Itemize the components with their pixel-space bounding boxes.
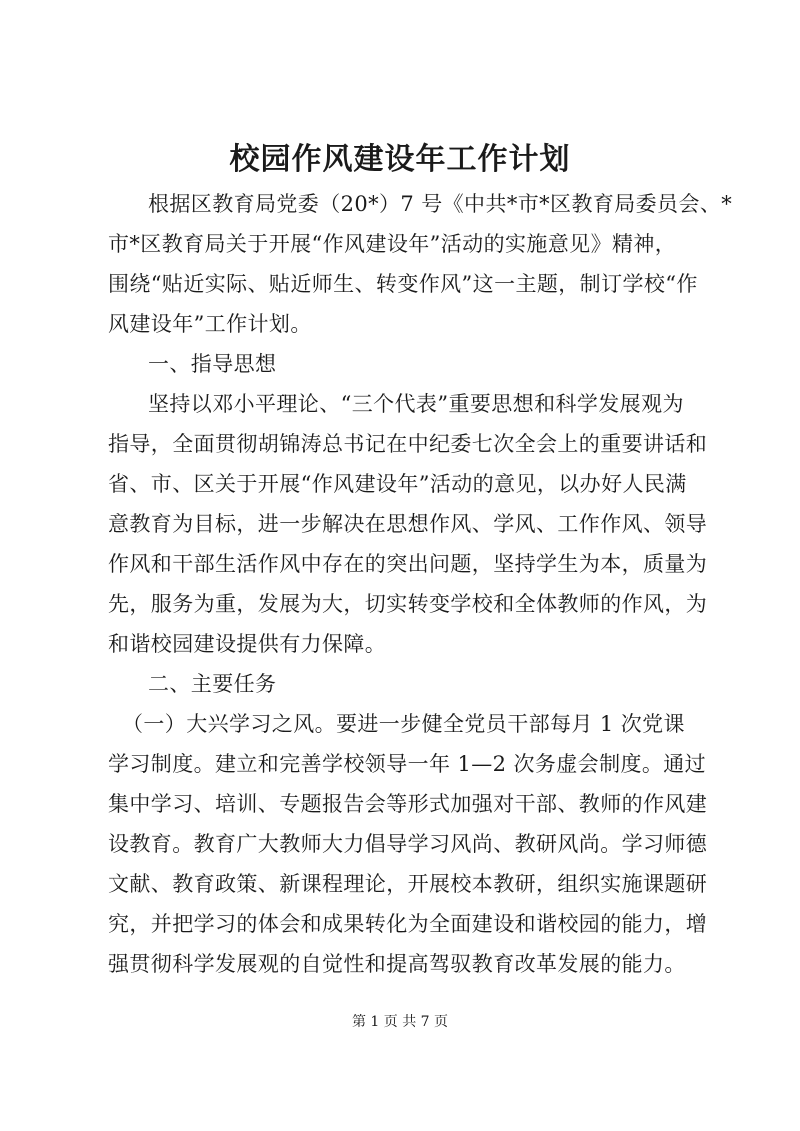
body-line: 围绕“贴近实际、贴近师生、转变作风”这一主题，制订学校“作 xyxy=(108,272,698,296)
body-line: 指导，全面贯彻胡锦涛总书记在中纪委七次全会上的重要讲话和 xyxy=(108,432,708,456)
body-line: 究，并把学习的体会和成果转化为全面建设和谐校园的能力，增 xyxy=(108,912,708,936)
body-line: 市*区教育局关于开展“作风建设年”活动的实施意见》精神， xyxy=(108,232,677,256)
body-line: 坚持以邓小平理论、“三个代表”重要思想和科学发展观为 xyxy=(148,392,684,416)
page-number: 第 1 页 共 7 页 xyxy=(351,1014,449,1030)
section-heading: 二、主要任务 xyxy=(148,672,277,696)
body-line: 学习制度。建立和完善学校领导一年 1—2 次务虚会制度。通过 xyxy=(108,752,707,776)
body-line: 风建设年”工作计划。 xyxy=(108,312,312,336)
body-line: 和谐校园建设提供有力保障。 xyxy=(108,632,387,656)
section-heading: 一、指导思想 xyxy=(148,352,277,376)
body-line: 作风和干部生活作风中存在的突出问题，坚持学生为本，质量为 xyxy=(108,552,708,576)
body-line: 设教育。教育广大教师大力倡导学习风尚、教研风尚。学习师德 xyxy=(108,832,708,856)
body-line: 文献、教育政策、新课程理论，开展校本教研，组织实施课题研 xyxy=(108,872,708,896)
page-title: 校园作风建设年工作计划 xyxy=(229,142,571,177)
body-line: 意教育为目标，进一步解决在思想作风、学风、工作作风、领导 xyxy=(108,512,708,536)
body-line: （一）大兴学习之风。要进一步健全党员干部每月 1 次党课 xyxy=(122,712,685,736)
document-body xyxy=(108,184,733,984)
body-line: 省、市、区关于开展“作风建设年”活动的意见，以办好人民满 xyxy=(108,472,687,496)
body-line: 先，服务为重，发展为大，切实转变学校和全体教师的作风，为 xyxy=(108,592,708,616)
body-line: 根据区教育局党委（20*）7 号《中共*市*区教育局委员会、* xyxy=(148,192,733,216)
body-line: 强贯彻科学发展观的自觉性和提高驾驭教育改革发展的能力。 xyxy=(108,952,686,976)
body-line: 集中学习、培训、专题报告会等形式加强对干部、教师的作风建 xyxy=(108,792,708,816)
